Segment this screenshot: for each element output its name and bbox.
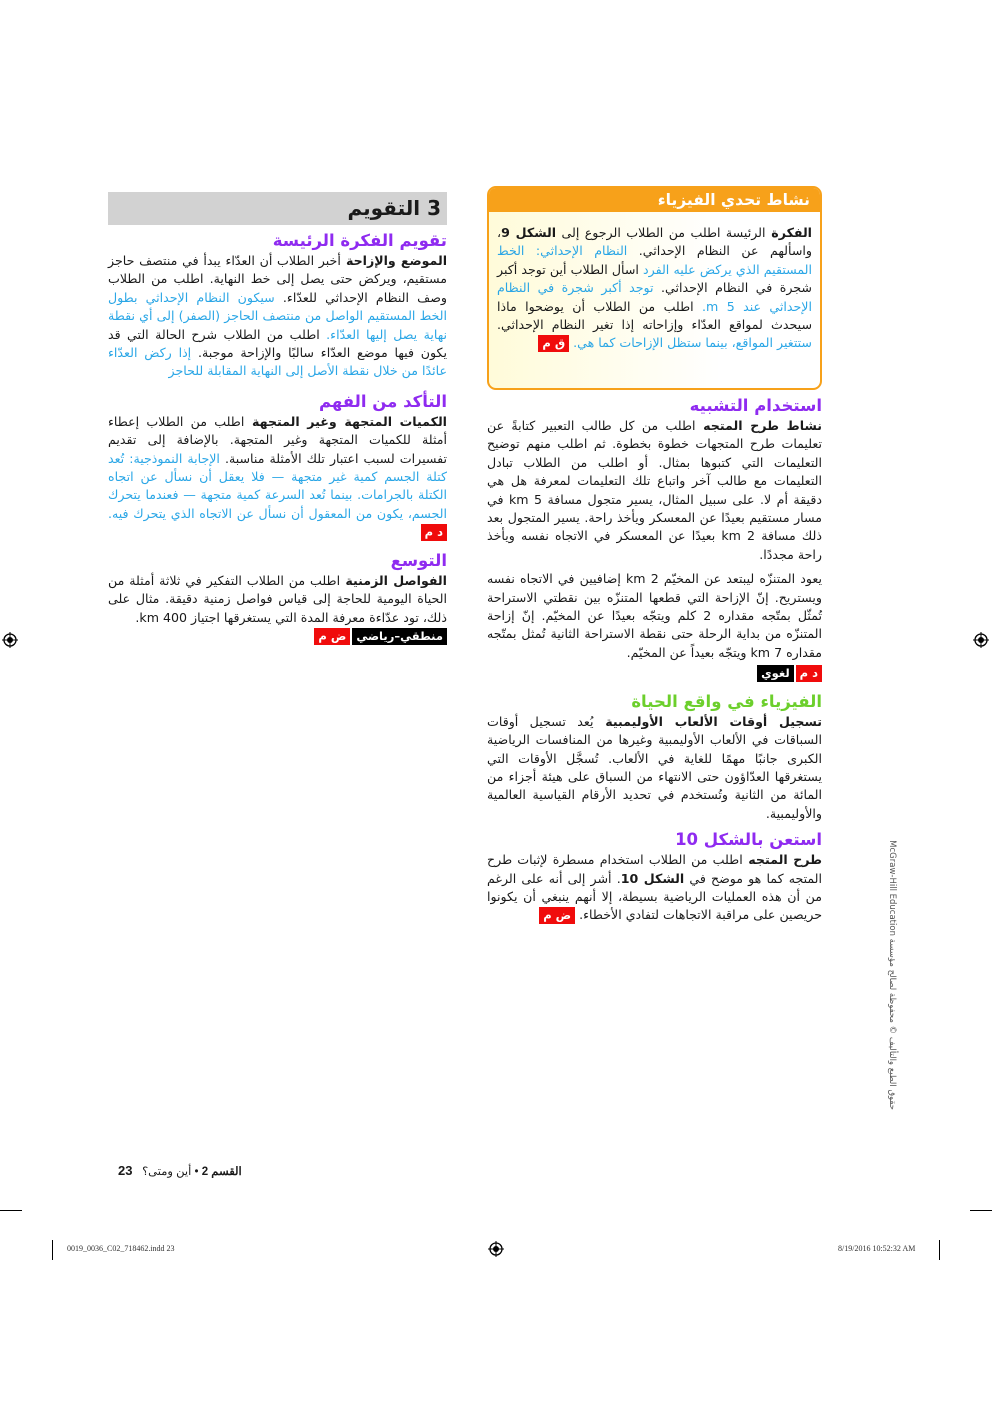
paragraph-vector-quantities [108,413,447,542]
paragraph-olympic-timing [487,713,822,823]
body-text: اطلب من الطلاب استخدام مسطرة لإثبات طرح المتجه كما هو موضح في [487,852,823,886]
body-text: اطلب من الطلاب شرح الحالة التي قد يكون فيها موضع العدّاء سالبًا والإزاحة موجبة. [108,326,447,361]
left-column [108,192,447,645]
answer-text: سيكون النظام الإحداثي بطول الخط المستقيم الواصل من منتصف الحاجز (الصفر) إلى أي نقطة نهاية يصل إليها العدّاء. [108,289,448,342]
bold-term: الفكرة [765,225,812,240]
tag-linguistic: لغوي [757,665,794,682]
bold-term: طرح المتجه [742,852,822,868]
section-title: 3 التقويم [108,192,447,225]
right-column [487,186,822,925]
paragraph-vector-subtraction-activity [487,417,822,564]
answer-text: توجد أكبر شجرة في النظام الإحداثي عند 5 m. [497,280,812,314]
bold-term: الفواصل الزمنية [340,572,447,588]
footer-section: القسم 2 [201,1166,242,1178]
body-text: اطلب من الطلاب أن يوضحوا ماذا سيحدث لمواقع العدّاء وإزاحاته إذا تغير النظام الإحداثي. [497,298,812,333]
heading-figure-10: استعن بالشكل 10 [675,830,822,850]
footer-separator: • [191,1166,202,1178]
registration-mark-icon [2,632,18,648]
body-text: يُعد تسجيل أوقات السباقات في الألعاب الأوليمبية وغيرها من المنافسات الرياضية الكبرى جانبًا مهمًا للغاية في الألعاب. تُسجَّل الأوقات التي يستغرقها العدّاؤون حتى الانتهاء من السباق على هيئة أجزاء من المائة من الثانية وتُستخدم في تحديد الأرقام القياسية العالمية والأوليمبية. [487,713,822,821]
crop-mark [0,1210,22,1211]
tag-badge: ق م [538,335,569,352]
tag-badge: ض م [314,628,350,645]
box-paragraph [497,224,812,353]
heading-main-idea: تقويم الفكرة الرئيسة [272,231,447,250]
tag-badge: د م [796,665,822,682]
slug-date: 8/19/2016 10:52:32 AM [838,1244,916,1253]
box-title: نشاط تحدي الفيزياء [489,188,820,212]
physics-challenge-box [487,186,822,390]
page-footer [118,1163,242,1178]
bold-term: تسجيل أوقات الألعاب الأوليمبية [593,713,822,729]
bold-term: الموضع والإزاحة [340,253,448,268]
tag-row [108,627,447,645]
body-text: اطلب من الطلاب إعطاء أمثلة للكميات المتجهة وغير المتجهة. بالإضافة إلى تقديم تفسيرات لسبب اعتبار تلك الأمثلة مناسبة. [108,413,447,466]
registration-mark-icon [488,1241,504,1257]
bold-term: الشكل 10 [620,870,685,886]
heading-check-understanding: التأكد من الفهم [318,391,447,411]
heading-extension: التوسع [390,550,447,570]
bold-term: الشكل 9 [501,225,557,240]
slug-line [939,1240,940,1260]
tag-badge: د م [421,524,447,541]
body-text: أخبر الطلاب أن العدّاء يبدأ في منتصف حاجز مستقيم، ويركض حتى يصل إلى خط النهاية. اطلب من الطلاب وصف النظام الإحداثي للعدّاء. [108,253,447,305]
bold-term: الكميات المتجهة وغير المتجهة [244,413,447,429]
footer-title: أين ومتى؟ [142,1166,192,1178]
answer-text: إذا ركض العدّاء عائدًا من خلال نقطة الأصل إلى النهاية المقابلة للحاجز [108,345,447,379]
answer-text: الإجابة النموذجية: تُعد كتلة الجسم كمية غير متجهة — فلا يعقل أن نسأل عن اتجاه الكتلة بالجرامات. بينما تُعد السرعة كمية متجهة — فعندما يتحرك الجسم، يكون من المعقول أن نسأل عن الاتجاه الذي يتحرك فيه. [108,450,447,521]
answer-text: النظام الإحداثي: الخط المستقيم الذي يركض عليه الفرد [497,243,812,277]
slug-line [52,1240,53,1260]
page-number: 23 [118,1163,133,1178]
tag-row [487,664,822,682]
body-text: . أشر إلى أنه على الرغم من أن هذه العمليات الرياضية بسيطة، إلا أنهم ينبغي أن يكونوا حريصين على مراقبة الاتجاهات لتفادي الأخطاء. [487,870,822,923]
slug-file: 0019_0036_C02_718462.indd 23 [67,1244,175,1253]
paragraph-hiker: يعود المتنزّه ليبتعد عن المخيّم 2 km إضافيين في الاتجاه نفسه ويستريح. إنّ الإزاحة التي قطعها المتنزّه بين نقطتي الاستراحة تُمثّل بمتّجه مقداره 2 كلم ويتجّه بعيدًا عن المخيّم. إنّ إزاحة المتنزّه من بداية الرحلة حتى نقطة الاستراحة الثانية تُمثل بمتّجه مقداره 7 km ويتجّه بعيداً عن المخيّم. [487,571,822,660]
registration-mark-icon [973,632,989,648]
heading-analogy: استخدام التشبيه [689,396,822,415]
body-text: اسأل الطلاب أين توجد أكبر شجرة في النظام الإحداثي. [497,261,812,296]
paragraph-time-intervals [108,572,447,627]
paragraph-position-displacement [108,252,447,381]
tag-logical-math: منطقي–رياضي [352,628,447,645]
bold-term: نشاط طرح المتجه [695,418,822,433]
body-text: اطلب من الطلاب التفكير في ثلاثة أمثلة من الحياة اليومية للحاجة إلى قياس فواصل زمنية دقيقة. مثال على ذلك، تود عدّاءة معرفة المدة التي يستغرقها اجتياز 400 km. [108,572,447,625]
heading-real-world: الفيزياء في واقع الحياة [631,691,822,711]
body-text: الرئيسة اطلب من الطلاب الرجوع إلى [556,225,766,240]
crop-mark [970,1210,992,1211]
answer-text: ستتغير المواقع، بينما ستظل الإزاحات كما هي. [569,335,812,351]
paragraph-vector-subtraction [487,851,822,925]
body-text: ، واسألهم عن النظام الإحداثي. [497,225,812,259]
body-text: اطلب من كل طالب التعبير كتابةً عن تعليمات طرح المتجهات خطوة بخطوة. ثم اطلب منهم توضيح التعليمات التي كتبوها بمثال. أو اطلب من الطلاب تبادل التعليمات مع طالب آخر واتباع تلك التعليمات لمعرفة هل هي دقيقة أم لا. على سبيل المثال، يسير متجول مسافة 5 km في مسار مستقيم بعيدًا عن المعسكر ويأخذ راحة. يسير المتجول بعد ذلك مسافة 2 km بعيدًا عن المعسكر في الاتجاه نفسه ويأخذ راحة مجددًا. [487,418,822,562]
tag-badge: ض م [539,907,575,924]
copyright-notice: حقوق الطبع والتأليف © محفوظة لصالح مؤسسة McGraw-Hill Education [887,840,897,1110]
